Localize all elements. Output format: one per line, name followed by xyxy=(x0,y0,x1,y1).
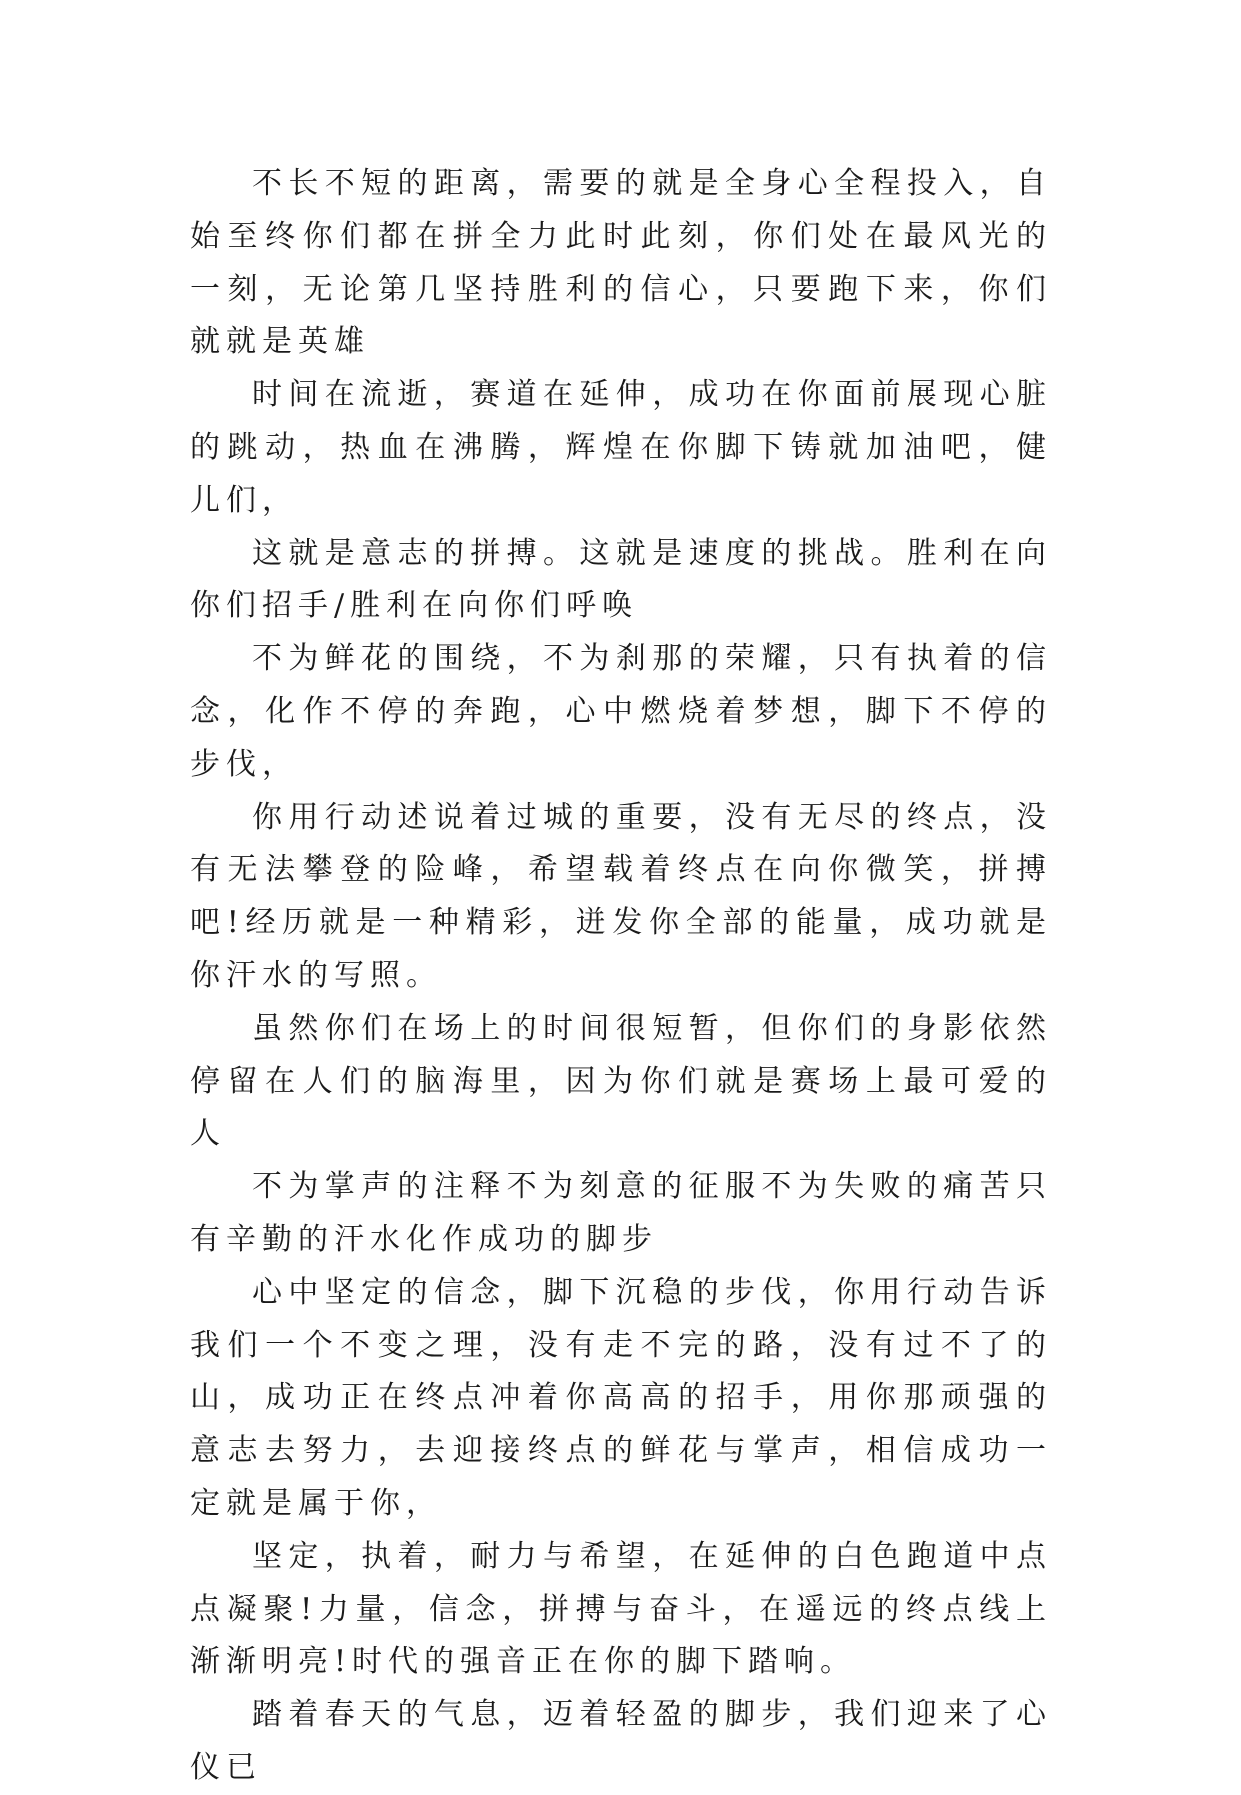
paragraph-2: 时间在流逝，赛道在延伸，成功在你面前展现心脏的跳动，热血在沸腾，辉煌在你脚下铸就加油吧，健儿们， xyxy=(190,377,1052,518)
paragraph-5: 你用行动述说着过城的重要，没有无尽的终点，没有无法攀登的险峰，希望载着终点在向你微笑，拼搏吧!经历就是一种精彩，迸发你全部的能量，成功就是你汗水的写照。 xyxy=(190,799,1052,993)
paragraph-6: 虽然你们在场上的时间很短暂，但你们的身影依然停留在人们的脑海里，因为你们就是赛场上最可爱的人 xyxy=(190,1010,1052,1152)
document-body xyxy=(190,158,1052,1795)
paragraph-9: 坚定，执着，耐力与希望，在延伸的白色跑道中点点凝聚!力量，信念，拼搏与奋斗，在遥远的终点线上渐渐明亮!时代的强音正在你的脚下踏响。 xyxy=(190,1538,1052,1680)
paragraph-4: 不为鲜花的围绕，不为刹那的荣耀，只有执着的信念，化作不停的奔跑，心中燃烧着梦想，脚下不停的步伐， xyxy=(190,641,1052,782)
paragraph-8: 心中坚定的信念，脚下沉稳的步伐，你用行动告诉我们一个不变之理，没有走不完的路，没有过不了的山，成功正在终点冲着你高高的招手，用你那顽强的意志去努力，去迎接终点的鲜花与掌声，相信成功一定就是属于你， xyxy=(190,1274,1052,1521)
paragraph-10: 踏着春天的气息，迈着轻盈的脚步，我们迎来了心仪已 xyxy=(190,1697,1052,1785)
paragraph-3: 这就是意志的拼搏。这就是速度的挑战。胜利在向你们招手/胜利在向你们呼唤 xyxy=(190,535,1052,624)
paragraph-7: 不为掌声的注释不为刻意的征服不为失败的痛苦只有辛勤的汗水化作成功的脚步 xyxy=(190,1169,1052,1257)
paragraph-1: 不长不短的距离，需要的就是全身心全程投入，自始至终你们都在拼全力此时此刻，你们处在最风光的一刻，无论第几坚持胜利的信心，只要跑下来，你们就就是英雄 xyxy=(190,166,1052,360)
